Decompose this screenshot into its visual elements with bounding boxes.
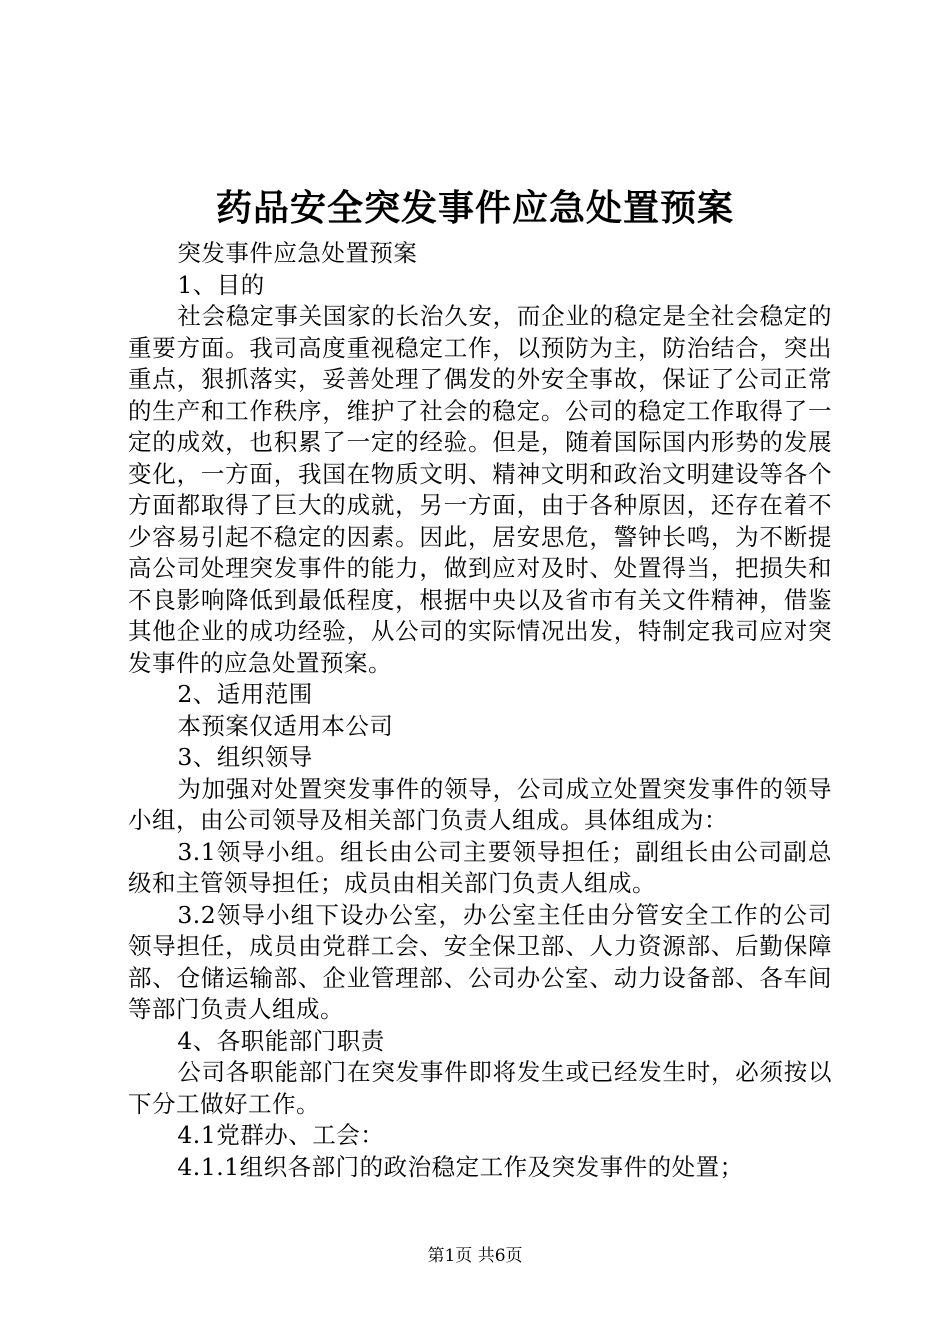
paragraph: 社会稳定事关国家的长治久安，而企业的稳定是全社会稳定的重要方面。我司高度重视稳定工作，以预防为主，防治结合，突出重点，狠抓落实，妥善处理了偶发的外安全事故，保证了公司正常的生产和工作秩序，维护了社会的稳定。公司的稳定工作取得了一定的成效，也积累了一定的经验。但是，随着国际国内形势的发展变化，一方面，我国在物质文明、精神文明和政治文明建设等各个方面都取得了巨大的成就，另一方面，由于各种原因，还存在着不少容易引起不稳定的因素。因此，居安思危，警钟长鸣，为不断提高公司处理突发事件的能力，做到应对及时、处置得当，把损失和不良影响降低到最低程度，根据中央以及省市有关文件精神，借鉴其他企业的成功经验，从公司的实际情况出发，特制定我司应对突发事件的应急处置预案。 [128,302,832,677]
paragraph: 公司各职能部门在突发事件即将发生或已经发生时，必须按以下分工做好工作。 [128,1058,832,1118]
section-heading: 3、组织领导 [177,743,313,771]
paragraph: 为加强对处置突发事件的领导，公司成立处置突发事件的领导小组，由公司领导及相关部门负责人组成。具体组成为： [128,774,832,834]
paragraph: 突发事件应急处置预案 [177,239,418,267]
subsection-heading: 4.1党群办、工会： [177,1121,385,1149]
paragraph: 4.1.1组织各部门的政治稳定工作及突发事件的处置； [177,1152,744,1181]
paragraph: 本预案仅适用本公司 [177,711,394,740]
document-body [128,238,832,1183]
section-heading: 2、适用范围 [177,680,313,708]
paragraph: 3.1领导小组。组长由公司主要领导担任；副组长由公司副总级和主管领导担任；成员由相关部门负责人组成。 [128,837,832,897]
document-title: 药品安全突发事件应急处置预案 [215,188,734,229]
paragraph: 3.2领导小组下设办公室，办公室主任由分管安全工作的公司领导担任，成员由党群工会、安全保卫部、人力资源部、后勤保障部、仓储运输部、企业管理部、公司办公室、动力设备部、各车间等部门负责人组成。 [128,900,832,1023]
page-footer: 第1页 共6页 [427,1246,523,1266]
section-heading: 4、各职能部门职责 [177,1026,385,1055]
section-heading: 1、目的 [177,270,265,299]
